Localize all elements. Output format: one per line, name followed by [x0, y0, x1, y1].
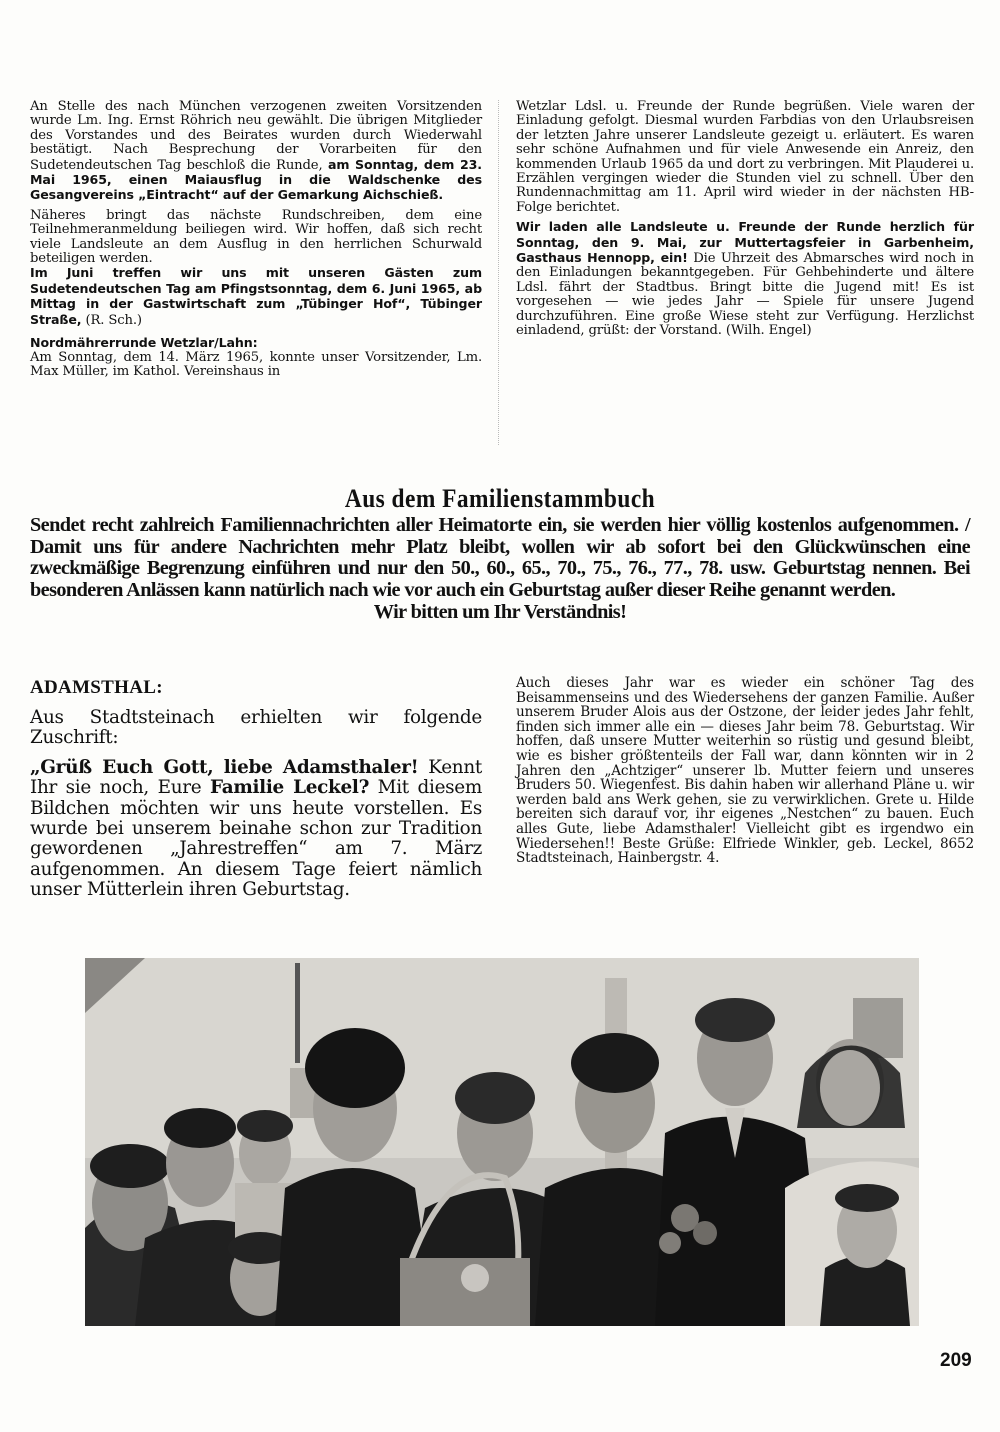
family-group-photo-icon: [85, 958, 919, 1326]
page-number: 209: [940, 1350, 972, 1371]
column-divider: [498, 100, 499, 445]
paragraph-rundschreiben: Näheres bringt das nächste Rundschreiben, dem eine Teilnehmeranmeldung beiliegen wird. Wir hoffen, daß sich recht viele Landsleute an dem Ausflug in den herrlichen Schurwald beteiligen werden.: [30, 207, 482, 267]
paragraph-beisammensein: Auch dieses Jahr war es wieder ein schöner Tag des Beisammenseins und des Wiedersehens der ganzen Familie. Außer unserem Bruder Alois aus der Ostzone, der leider jedes Jahr fehlt, finden sich immer alle ein — dieses Jahr beim 78. Geburtstag. Wir hoffen, daß unsere Mutter weiterhin so rüstig und gesund bleibt, wie es bisher größtenteils der Fall war, dann könnten wir in 2 Jahren den „Achtziger“ unserer lb. Mutter feiern und unseres Bruders 50. Wiegenfest. Bis dahin haben wir allerhand Pläne u. wir werden bald ans Werk gehen, sie zu verwirklichen. Grete u. Hilde bereiten sich darauf vor, ihr eigenes „Nestchen“ zu bauen. Euch alles Gute, liebe Adamsthaler! Vielleicht gibt es irgendwo ein Wiedersehen!! Beste Grüße: Elfriede Winkler, geb. Leckel, 8652 Stadtsteinach, Hainbergstr. 4.: [516, 675, 974, 867]
paragraph-muttertag: [516, 220, 974, 338]
text: (R. Sch.): [81, 312, 142, 328]
bold-text: am Sonntag, dem 23. Mai 1965, einen Maiausflug in die Waldschenke des Gesangvereins „Eintracht“ auf der Gemarkung Aichschieß.: [30, 156, 482, 203]
intro-text: Sendet recht zahlreich Familiennachrichten aller Heimatorte ein, sie werden hier völlig kostenlos aufgenommen. / Damit uns für andere Nachrichten mehr Platz bleibt, wollen wir ab sofort bei den Glückwünschen eine zweckmäßige Begrenzung einführen und nur den 50., 60., 65., 70., 75., 76., 77., 78. usw. Geburtstag nennen. Bei besonderen Anlässen kann natürlich nach wie vor auch ein Geburtstag außer dieser Reihe genannt werden.: [30, 514, 970, 602]
text: Die Uhrzeit des Abmarsches wird noch in den Einladungen bekanntgegeben. Für Gehbehinderte und ältere Ldsl. fährt der Stadtbus. Bringt bitte die Jugend mit! Es ist vorgesehen — wie jedes Jahr — Spiele für unsere Jugend durchzuführen. Eine große Wiese steht zur Verfügung. Herzlichst einladend, grüßt: der Vorstand. (Wilh. Engel): [516, 251, 974, 339]
paragraph-maerz: Am Sonntag, dem 14. März 1965, konnte unser Vorsitzender, Lm. Max Müller, im Kathol. Vereinshaus in: [30, 349, 482, 379]
paragraph-farbdias: Wetzlar Ldsl. u. Freunde der Runde begrüßen. Viele waren der Einladung gefolgt. Diesmal wurden Farbdias von den Urlaubsreisen der letzten Jahre unserer Landsleute gezeigt u. erläutert. Es waren sehr schöne Aufnahmen und für viele Anwesende ein Anreiz, den kommenden Urlaub 1965 da und dort zu verbringen. Mit Plauderei u. Erzählen vergingen wieder die Stunden viel zu schnell. Über den Rundennachmittag am 11. April wird wieder in der nächsten HB-Folge berichtet.: [516, 99, 974, 215]
paragraph-zuschrift: Aus Stadtsteinach erhielten wir folgende Zuschrift:: [30, 707, 482, 749]
bold-text: Familie Leckel?: [209, 777, 370, 799]
paragraph-gruss: [30, 758, 482, 901]
adamsthal-left-text: [30, 708, 482, 901]
text: Mit diesem Bildchen möchten wir uns heute vorstellen. Es wurde bei unserem beinahe schon zur Tradition gewordenen „Jahrestreffen“ am 7. März aufgenommen. An diesem Tage feiert nämlich unser Mütterlein ihren Geburtstag.: [30, 777, 483, 901]
top-left-column: [30, 100, 482, 379]
bold-text: „Grüß Euch Gott, liebe Adamsthaler!: [30, 756, 419, 778]
heading-adamsthal: ADAMSTHAL:: [30, 677, 163, 698]
bold-text: Im Juni treffen wir uns mit unseren Gästen zum Sudetendeutschen Tag am Pfingstsonntag, dem 6. Juni 1965, ab Mittag in der Gastwirtschaft zum „Tübinger Hof“, Tübinger Straße,: [30, 265, 482, 327]
adamsthal-right-text: [516, 676, 974, 866]
paragraph-juni: [30, 266, 482, 328]
top-right-column: [516, 100, 974, 339]
bold-text: Wir laden alle Landsleute u. Freunde der Runde herzlich für Sonntag, den 9. Mai, zur Muttertagsfeier in Garbenheim, Gasthaus Hennopp, ein!: [516, 219, 974, 266]
text: Kennt Ihr sie noch, Eure: [30, 756, 482, 799]
section-title: Aus dem Familienstammbuch: [344, 484, 656, 513]
paragraph-vorstandswahl: [30, 100, 482, 204]
section-intro: [30, 515, 970, 624]
heading-nordmaehrerrunde: Nordmährerrunde Wetzlar/Lahn:: [30, 335, 258, 351]
text: An Stelle des nach München verzogenen zweiten Vorsitzenden wurde Lm. Ing. Ernst Röhrich neu gewählt. Die übrigen Mitglieder des Vorstandes und des Beirates wurden durch Wiederwahl bestätigt. Nach Besprechung der Vorarbeiten für den Sudetendeutschen Tag beschloß die Runde,: [30, 99, 482, 173]
intro-closing: Wir bitten um Ihr Verständnis!: [373, 600, 627, 623]
